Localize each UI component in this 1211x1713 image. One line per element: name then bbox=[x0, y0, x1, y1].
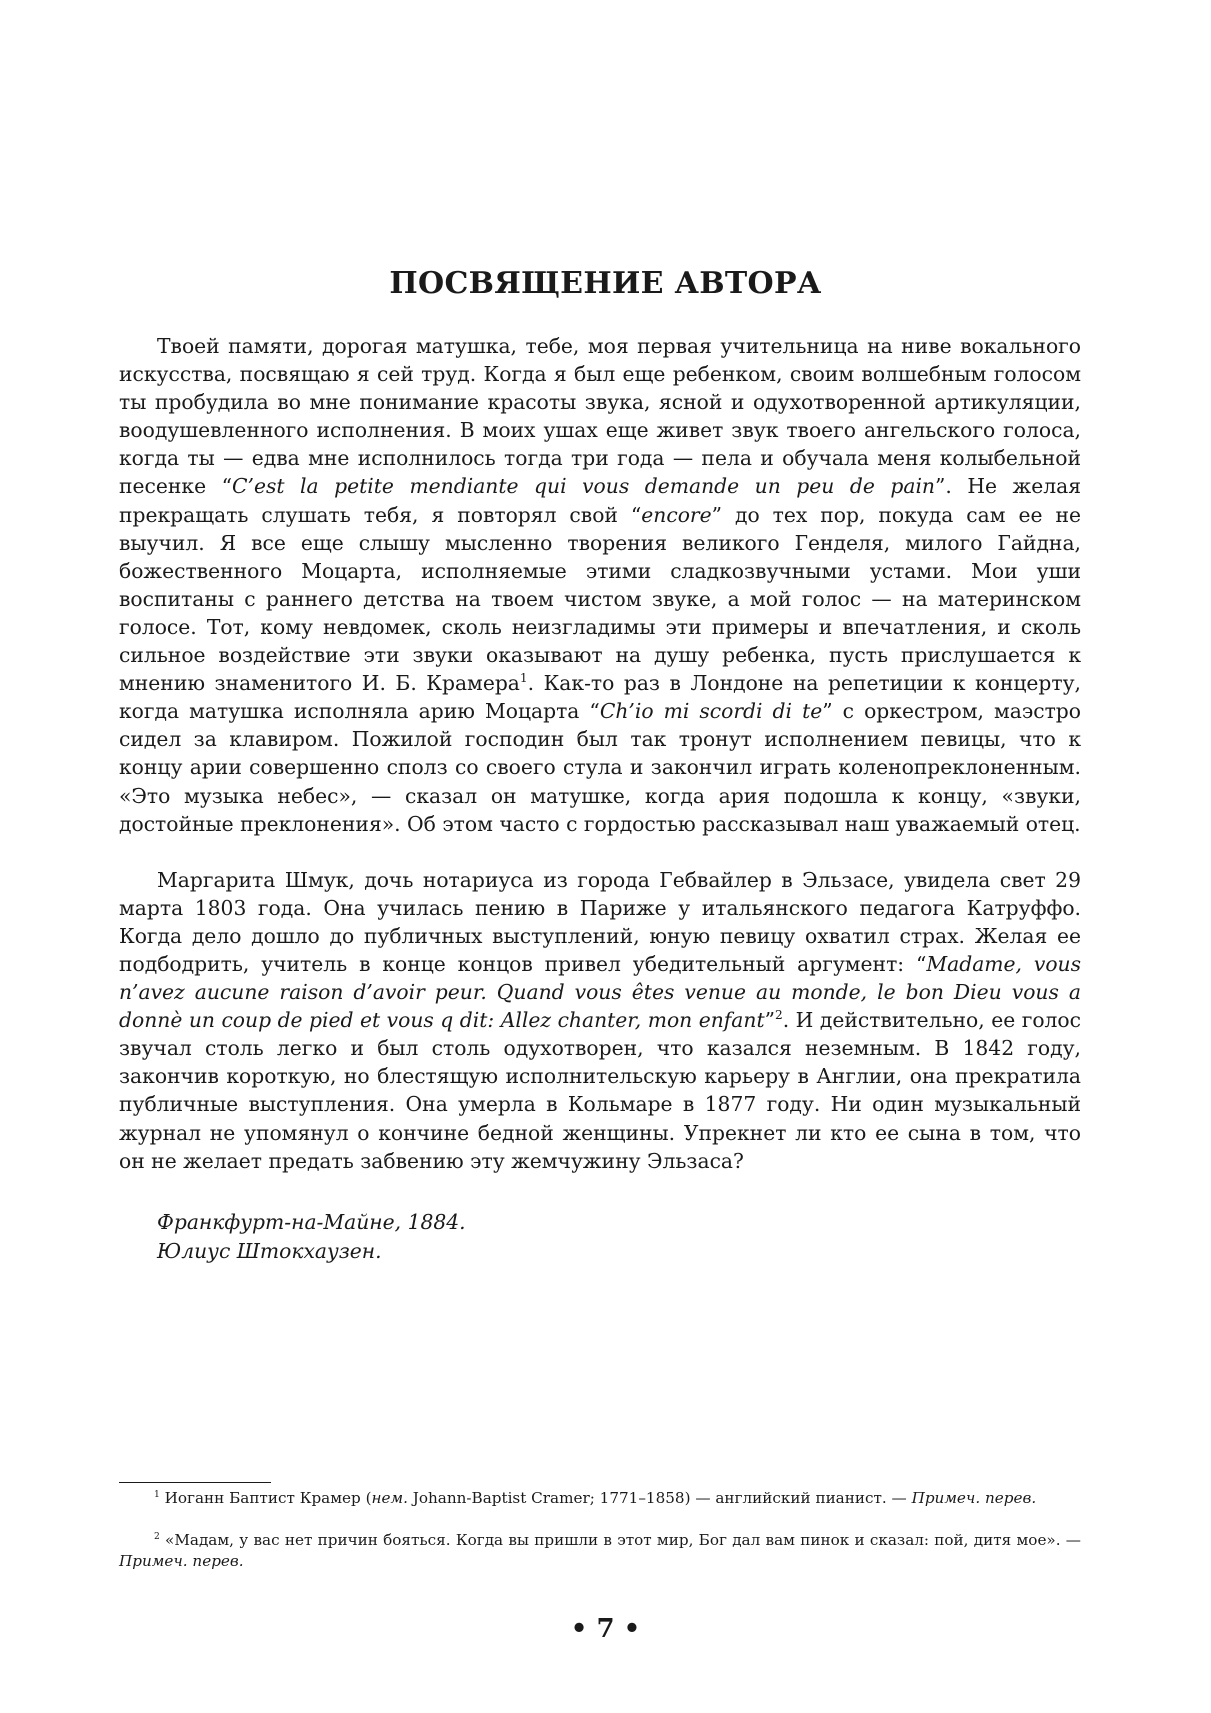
page-title: ПОСВЯЩЕНИЕ АВТОРА bbox=[389, 266, 822, 301]
signature-place-date: Франкфурт-на-Майне, 1884. bbox=[157, 1210, 466, 1234]
italic-quote: encore bbox=[641, 502, 712, 527]
text-run: . Как-то раз в Лондоне на репетиции к концерту, когда матушка исполняла арию Моцарта “ bbox=[119, 671, 1081, 724]
italic-quote: Ch’io mi scordi di te bbox=[599, 699, 823, 724]
footnote-mark: 1 bbox=[154, 1489, 160, 1500]
signature-author: Юлиус Штокхаузен. bbox=[157, 1239, 382, 1263]
footnote-ref-1[interactable]: 1 bbox=[519, 671, 528, 686]
translator-note: Примеч. перев. bbox=[119, 1551, 244, 1570]
text-run: Johann-Baptist Cramer; 1771–1858) — английский пианист. — bbox=[407, 1489, 912, 1507]
text-run: ”. Не желая прекращать слушать тебя, я повторял свой “ bbox=[119, 474, 1081, 527]
text-run: . И действительно, ее голос звучал столь легко и был столь одухотворен, что казался неземным. В 1842 году, закончив короткую, но блестящую исполнительскую карьеру в Англии, она прекратила публичные выступления. Она умерла в Кольмаре в 1877 году. Ни один музыкальный журнал не упомянул о кончине бедной женщины. Упрекнет ли кто ее сына в том, что он не желает предать забвению эту жемчужину Эльзаса? bbox=[119, 1008, 1081, 1173]
text-run: Твоей памяти, дорогая матушка, тебе, моя первая учительница на ниве вокального искусства, посвящаю я сей труд. Когда я был еще ребенком, своим волшебным голосом ты пробудила во мне понимание красоты звука, ясной и одухотворенной артикуляции, воодушевленного исполнения. В моих ушах еще живет звук твоего ангельского голоса, когда ты — едва мне исполнилось тогда три года — пела и обучала меня колыбельной песенке “ bbox=[119, 334, 1081, 499]
page-number: • 7 • bbox=[570, 1614, 641, 1644]
italic-quote: C’est la petite mendiante qui vous demande un peu de pain bbox=[231, 474, 935, 499]
text-run: Иоганн Баптист Крамер ( bbox=[159, 1489, 372, 1507]
footnote-1 bbox=[119, 1488, 1081, 1509]
biography-paragraph bbox=[119, 866, 1081, 1175]
footnote-2 bbox=[119, 1530, 1081, 1571]
footnote-mark: 2 bbox=[154, 1531, 160, 1542]
text-run: ” с оркестром, маэстро сидел за клавиром. Пожилой господин был так тронут исполнением певицы, что к концу арии совершенно сполз со своего стула и закончил играть коленопреклоненным. «Это музыка небес», — сказал он матушке, когда ария подошла к концу, «звуки, достойные преклонения». Об этом часто с гордостью рассказывал наш уважаемый отец. bbox=[119, 699, 1082, 836]
text-run: ” bbox=[764, 1008, 775, 1033]
footnote-divider bbox=[119, 1482, 271, 1483]
translator-note: Примеч. перев. bbox=[911, 1489, 1037, 1507]
text-run: Маргарита Шмук, дочь нотариуса из города Гебвайлер в Эльзасе, увидела свет 29 марта 1803 года. Она училась пению в Париже у итальянского педагога Катруффо. Когда дело дошло до публичных выступлений, юную певицу охватил страх. Желая ее подбодрить, учитель в конце концов привел убедительный аргумент: “ bbox=[119, 867, 1081, 976]
language-abbrev: нем. bbox=[371, 1489, 408, 1507]
text-run: ” до тех пор, покуда сам ее не выучил. Я все еще слышу мысленно творения великого Генделя, милого Гайдна, божественного Моцарта, исполняемые этими сладкозвучными устами. Мои уши воспитаны с раннего детства на твоем чистом звуке, а мой голос — на материнском голосе. Тот, кому невдомек, сколь неизгладимы эти примеры и впечатления, и сколь сильное воздействие эти звуки оказывают на душу ребенка, пусть прислушается к мнению знаменитого И. Б. Крамера bbox=[119, 502, 1081, 696]
main-text bbox=[119, 332, 1081, 1175]
footnote-ref-2[interactable]: 2 bbox=[774, 1008, 783, 1023]
signature-block bbox=[157, 1208, 466, 1266]
dedication-paragraph bbox=[119, 332, 1081, 838]
text-run: «Мадам, у вас нет причин бояться. Когда вы пришли в этот мир, Бог дал вам пинок и сказал: пой, дитя мое». — bbox=[159, 1531, 1081, 1549]
italic-quote: Madame, vous n’avez aucune raison d’avoir peur. Quand vous êtes venue au monde, le bon Dieu vous a donnè un coup de pied et vous q dit: Allez chanter, mon enfant bbox=[119, 951, 1081, 1033]
